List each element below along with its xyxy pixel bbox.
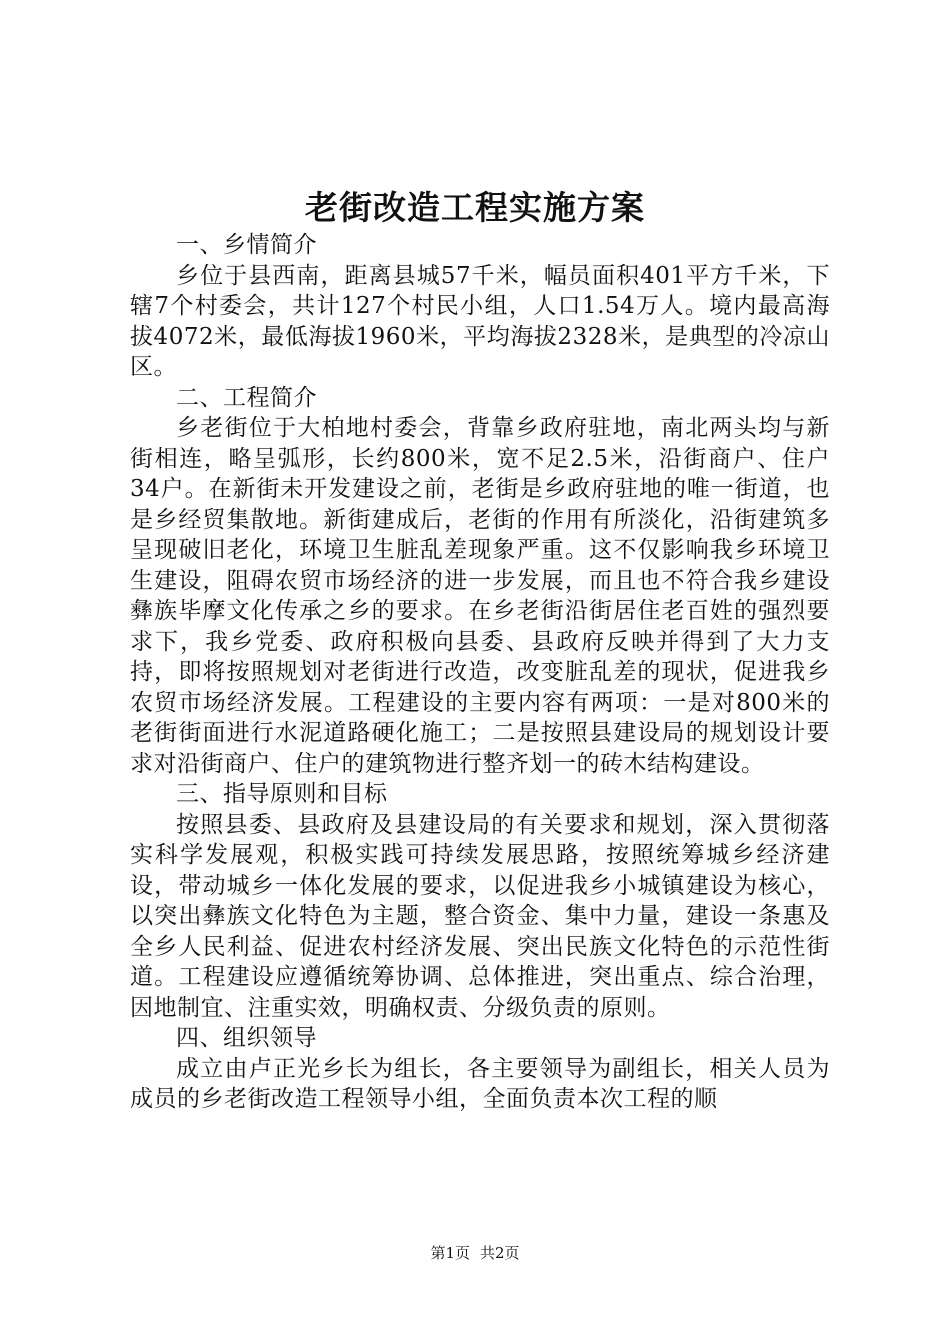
page-total: 共2页	[480, 1244, 520, 1262]
paragraph-2: 乡老街位于大柏地村委会，背靠乡政府驻地，南北两头均与新街相连，略呈弧形，长约800米，宽不足2.5米，沿街商户、住户34户。在新街未开发建设之前，老街是乡政府驻地的唯一街道，也是乡经贸集散地。新街建成后，老街的作用有所淡化，沿街建筑多呈现破旧老化，环境卫生脏乱差现象严重。这不仅影响我乡环境卫生建设，阻碍农贸市场经济的进一步发展，而且也不符合我乡建设彝族毕摩文化传承之乡的要求。在乡老街沿街居住老百姓的强烈要求下，我乡党委、政府积极向县委、县政府反映并得到了大力支持，即将按照规划对老街进行改造，改变脏乱差的现状，促进我乡农贸市场经济发展。工程建设的主要内容有两项：一是对800米的老街街面进行水泥道路硬化施工；二是按照县建设局的规划设计要求对沿街商户、住户的建筑物进行整齐划一的砖木结构建设。	[130, 415, 830, 777]
paragraph-3: 按照县委、县政府及县建设局的有关要求和规划，深入贯彻落实科学发展观，积极实践可持续发展思路，按照统筹城乡经济建设，带动城乡一体化发展的要求，以促进我乡小城镇建设为核心，以突出彝族文化特色为主题，整合资金、集中力量，建设一条惠及全乡人民利益、促进农村经济发展、突出民族文化特色的示范性街道。工程建设应遵循统筹协调、总体推进，突出重点、综合治理，因地制宜、注重实效，明确权责、分级负责的原则。	[130, 811, 830, 1021]
section-heading-2: 二、工程简介	[176, 384, 317, 411]
section-heading-3: 三、指导原则和目标	[176, 781, 388, 807]
paragraph-4: 成立由卢正光乡长为组长，各主要领导为副组长，相关人员为成员的乡老街改造工程领导小组，全面负责本次工程的顺	[130, 1055, 830, 1112]
page-footer	[0, 1242, 950, 1264]
section-heading-4: 四、组织领导	[176, 1025, 317, 1051]
paragraph-1: 乡位于县西南，距离县城57千米，幅员面积401平方千米，下辖7个村委会，共计127个村民小组，人口1.54万人。境内最高海拔4072米，最低海拔1960米，平均海拔2328米，是典型的冷凉山区。	[130, 262, 830, 380]
document-body	[130, 230, 830, 1115]
document-title: 老街改造工程实施方案	[305, 188, 645, 227]
section-heading-1: 一、乡情简介	[176, 232, 317, 258]
page-number: 第1页	[430, 1244, 470, 1262]
